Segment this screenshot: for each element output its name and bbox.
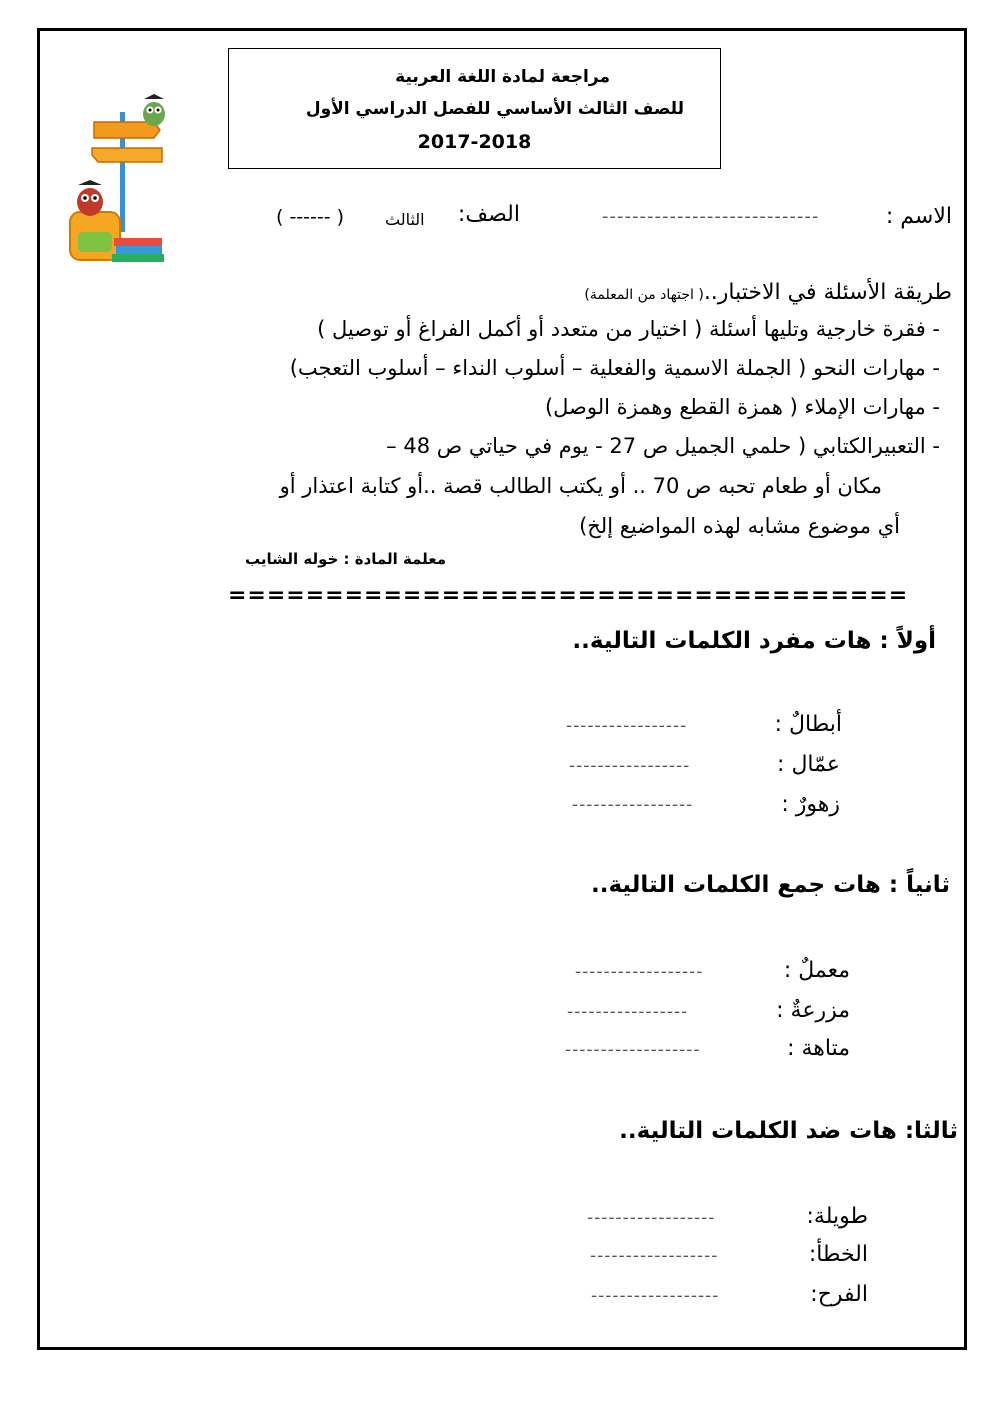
section-3-title: هات ضد الكلمات التالية.. [619, 1118, 897, 1144]
exam-method-note: ( اجتهاد من المعلمة) [584, 287, 704, 303]
s2-blank-2[interactable]: ----------------- [567, 1002, 689, 1022]
s2-blank-3[interactable]: ------------------- [565, 1040, 701, 1060]
section-3-header [619, 1118, 958, 1144]
s1-word-2: عمّال : [777, 752, 840, 777]
section-1-title: هات مفرد الكلمات التالية.. [572, 628, 872, 654]
teacher-name: معلمة المادة : خوله الشايب [244, 550, 446, 568]
s1-word-1: أبطالٌ : [774, 712, 842, 737]
class-value: الثالث [385, 210, 425, 229]
s2-word-2: مزرعةٌ : [776, 998, 850, 1023]
section-2-header [591, 872, 950, 898]
s1-blank-2[interactable]: ----------------- [569, 756, 691, 776]
section-3-label: ثالثا: [904, 1118, 958, 1144]
exam-method-title: طريقة الأسئلة في الاختبار.. [703, 280, 952, 305]
section-1-header [572, 628, 936, 654]
s1-word-3: زهورٌ : [781, 792, 840, 817]
section-1-label: أولاً : [879, 628, 936, 654]
class-blank[interactable]: ( ------ ) [276, 206, 345, 228]
s2-blank-1[interactable]: ------------------ [575, 962, 704, 982]
exam-item-4-cont-2: أي موضوع مشابه لهذه المواضيع إلخ) [579, 514, 900, 538]
name-blank[interactable]: ----------------------------- [602, 206, 820, 227]
class-label: الصف: [457, 202, 520, 227]
s2-word-3: متاهة : [787, 1036, 850, 1061]
exam-item-4: - التعبيرالكتابي ( حلمي الجميل ص 27 - يوم في حياتي ص 48 – [386, 434, 940, 458]
s3-word-3: الفرح: [810, 1282, 868, 1307]
exam-item-2: - مهارات النحو ( الجملة الاسمية والفعلية – أسلوب النداء – أسلوب التعجب) [289, 356, 940, 380]
exam-item-3: - مهارات الإملاء ( همزة القطع وهمزة الوصل) [544, 395, 940, 419]
s3-blank-2[interactable]: ------------------ [590, 1246, 719, 1266]
section-2-label: ثانياً : [888, 872, 950, 898]
title-year: 2017-2018 [417, 131, 532, 153]
name-label: الاسم : [885, 204, 952, 229]
s1-blank-3[interactable]: ----------------- [572, 795, 694, 815]
s3-word-2: الخطأ: [808, 1242, 868, 1267]
exam-method-heading [584, 280, 952, 305]
s3-word-1: طويلة: [806, 1204, 868, 1229]
s2-word-1: معملٌ : [783, 958, 850, 983]
title-line-1: مراجعة لمادة اللغة العربية [395, 67, 610, 87]
s1-blank-1[interactable]: ----------------- [566, 716, 688, 736]
owl-signpost-icon [62, 92, 182, 268]
exam-item-4-cont-1: مكان أو طعام تحبه ص 70 .. أو يكتب الطالب قصة ..أو كتابة اعتذار أو [279, 474, 882, 498]
separator: =================================== [228, 583, 909, 608]
title-line-2: للصف الثالث الأساسي للفصل الدراسي الأول [305, 99, 684, 119]
exam-item-1: - فقرة خارجية وتليها أسئلة ( اختيار من متعدد أو أكمل الفراغ أو توصيل ) [317, 317, 940, 341]
s3-blank-1[interactable]: ------------------ [587, 1208, 716, 1228]
title-box [228, 48, 721, 169]
section-2-title: هات جمع الكلمات التالية.. [590, 872, 881, 898]
s3-blank-3[interactable]: ------------------ [591, 1286, 720, 1306]
